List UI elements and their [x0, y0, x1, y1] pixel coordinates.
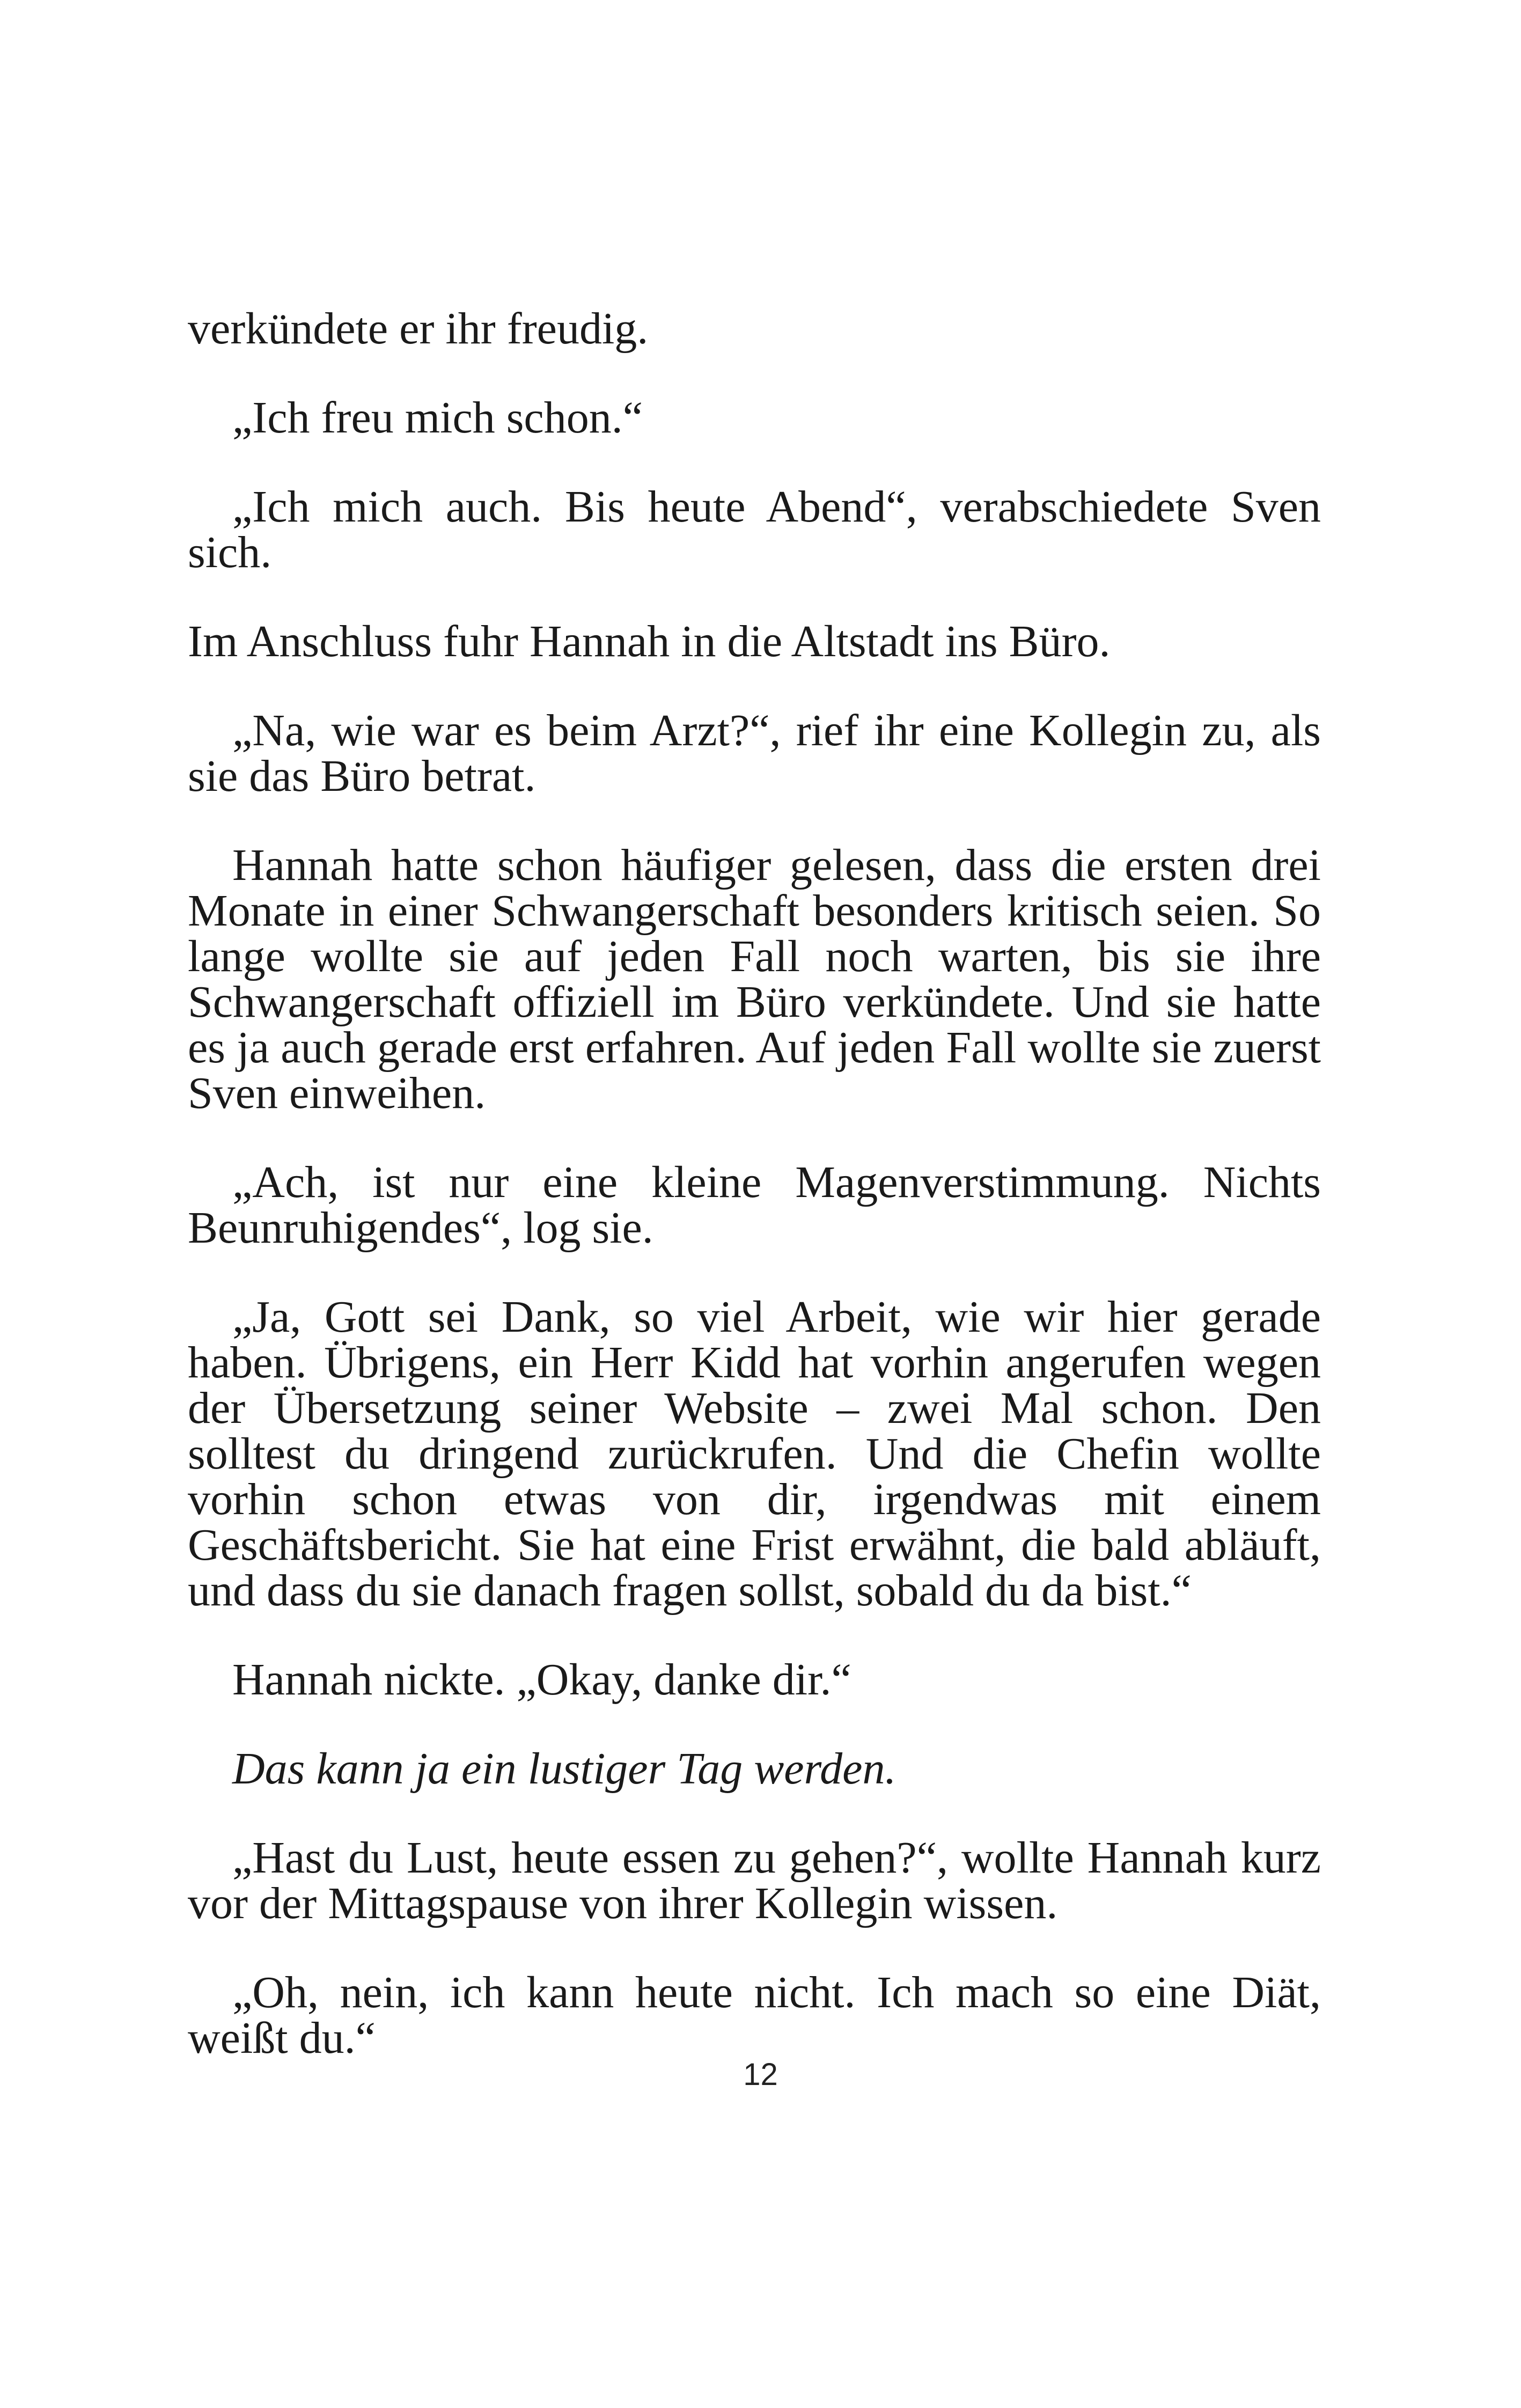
page-number: 12	[743, 2057, 778, 2092]
paragraph: verkündete er ihr freudig.	[188, 304, 649, 354]
paragraph: „Ach, ist nur eine kleine Magenverstimmung. Nichts Beunruhigendes“, log sie.	[188, 1157, 1321, 1253]
body-text	[188, 306, 1321, 2104]
paragraph: Im Anschluss fuhr Hannah in die Altstadt ins Büro.	[188, 616, 1111, 666]
paragraph: „Ich freu mich schon.“	[232, 393, 643, 443]
paragraph: Hannah nickte. „Okay, danke dir.“	[232, 1655, 851, 1705]
paragraph: „Na, wie war es beim Arzt?“, rief ihr eine Kollegin zu, als sie das Büro betrat.	[188, 706, 1321, 801]
paragraph: Hannah hatte schon häufiger gelesen, dass die ersten drei Monate in einer Schwangerschaft besonders kritisch seien. So lange wollte sie auf jeden Fall noch warten, bis sie ihre Schwangerschaft offiziell im Büro verkündete. Und sie hatte es ja auch gerade erst erfahren. Auf jeden Fall wollte sie zuerst Sven einweihen.	[188, 840, 1321, 1118]
paragraph: „Ich mich auch. Bis heute Abend“, verabschiedete Sven sich.	[188, 482, 1321, 577]
italic-thought: Das kann ja ein lustiger Tag werden.	[232, 1744, 897, 1794]
paragraph: „Ja, Gott sei Dank, so viel Arbeit, wie wir hier gerade haben. Übrigens, ein Herr Kidd hat vorhin angerufen wegen der Übersetzung seiner Website – zwei Mal schon. Den solltest du dringend zurückrufen. Und die Chefin wollte vorhin schon etwas von dir, irgendwas mit einem Geschäftsbericht. Sie hat eine Frist erwähnt, die bald abläuft, und dass du sie danach fragen sollst, sobald du da bist.“	[188, 1292, 1321, 1616]
paragraph: „Oh, nein, ich kann heute nicht. Ich mach so eine Diät, weißt du.“	[188, 1967, 1321, 2063]
paragraph: „Hast du Lust, heute essen zu gehen?“, wollte Hannah kurz vor der Mittagspause von ihrer Kollegin wissen.	[188, 1833, 1321, 1928]
